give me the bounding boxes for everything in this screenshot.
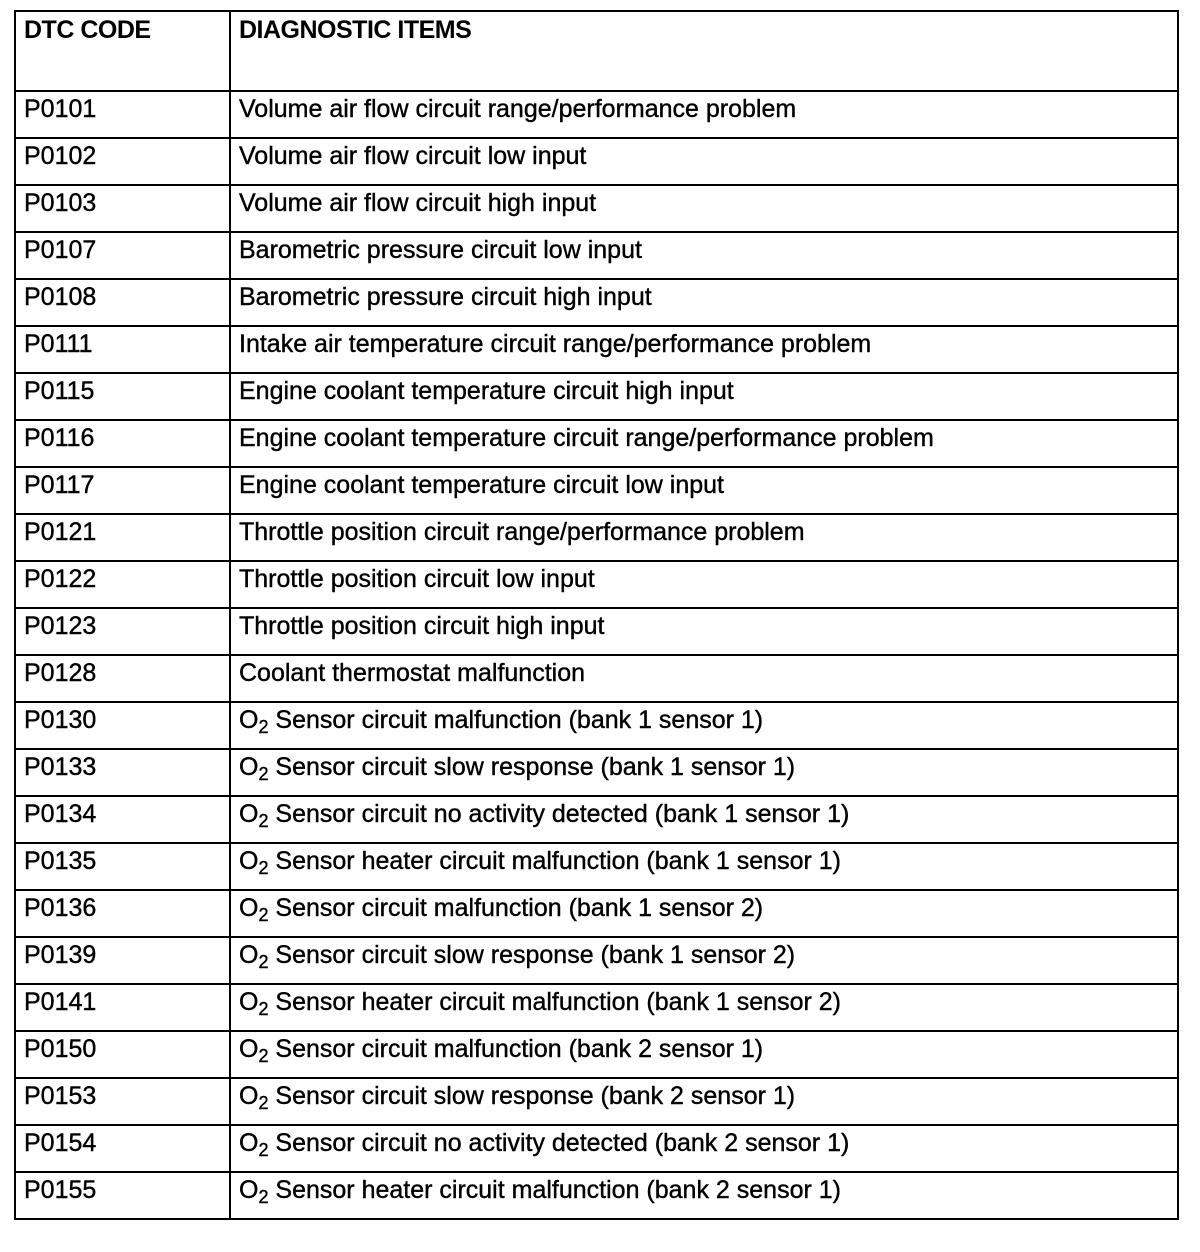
table-row: [15, 1078, 1178, 1125]
o2-symbol: $O_2$: [239, 894, 269, 925]
diagnostic-item-text: Sensor circuit no activity detected (bank 1 sensor 1): [268, 800, 850, 828]
table-row: [15, 138, 1178, 185]
header-row: [15, 11, 1178, 91]
diagnostic-item-text: Volume air flow circuit range/performance problem: [239, 95, 797, 123]
diagnostic-item-cell: [230, 655, 1178, 702]
table-row: [15, 185, 1178, 232]
dtc-code-cell: P0102: [15, 138, 230, 185]
diagnostic-item-text: Sensor circuit slow response (bank 1 sensor 1): [268, 753, 796, 781]
diagnostic-item-text: Throttle position circuit range/performance problem: [239, 518, 805, 546]
table-header: [15, 11, 1178, 91]
o2-symbol: $O_2$: [239, 800, 269, 831]
diagnostic-item-text: Throttle position circuit high input: [239, 612, 605, 640]
diagnostic-item-cell: [230, 373, 1178, 420]
dtc-code-table: [14, 10, 1179, 1220]
dtc-code-cell: P0123: [15, 608, 230, 655]
dtc-code-cell: P0150: [15, 1031, 230, 1078]
table-row: [15, 984, 1178, 1031]
diagnostic-item-cell: [230, 185, 1178, 232]
table-row: [15, 749, 1178, 796]
table-row: [15, 373, 1178, 420]
dtc-code-cell: P0155: [15, 1172, 230, 1219]
diagnostic-item-cell: [230, 608, 1178, 655]
diagnostic-item-cell: [230, 890, 1178, 937]
diagnostic-item-cell: [230, 326, 1178, 373]
table-row: [15, 467, 1178, 514]
diagnostic-item-text: Barometric pressure circuit high input: [239, 283, 652, 311]
table-row: [15, 420, 1178, 467]
table-row: [15, 1172, 1178, 1219]
diagnostic-item-text: Throttle position circuit low input: [239, 565, 595, 593]
table-row: [15, 326, 1178, 373]
o2-symbol: $O_2$: [239, 753, 269, 784]
dtc-code-cell: P0101: [15, 91, 230, 138]
diagnostic-item-cell: [230, 138, 1178, 185]
dtc-code-cell: P0154: [15, 1125, 230, 1172]
dtc-code-cell: P0107: [15, 232, 230, 279]
diagnostic-item-cell: [230, 843, 1178, 890]
diagnostic-item-cell: [230, 561, 1178, 608]
table-row: [15, 91, 1178, 138]
diagnostic-item-cell: [230, 1125, 1178, 1172]
diagnostic-item-text: Intake air temperature circuit range/performance problem: [239, 330, 872, 358]
table-row: [15, 608, 1178, 655]
o2-symbol: $O_2$: [239, 941, 269, 972]
table-row: [15, 279, 1178, 326]
diagnostic-item-text: Engine coolant temperature circuit high input: [239, 377, 734, 405]
diagnostic-item-cell: [230, 1031, 1178, 1078]
dtc-code-cell: P0103: [15, 185, 230, 232]
dtc-code-cell: P0130: [15, 702, 230, 749]
table-row: [15, 937, 1178, 984]
diagnostic-item-cell: [230, 232, 1178, 279]
dtc-code-cell: P0116: [15, 420, 230, 467]
o2-symbol: $O_2$: [239, 1176, 269, 1207]
table-row: [15, 514, 1178, 561]
diagnostic-item-text: Sensor circuit malfunction (bank 2 sensor 1): [268, 1035, 764, 1063]
table-row: [15, 1125, 1178, 1172]
table-row: [15, 561, 1178, 608]
diagnostic-item-cell: [230, 279, 1178, 326]
diagnostic-item-text: Engine coolant temperature circuit range/performance problem: [239, 424, 934, 452]
o2-symbol: $O_2$: [239, 847, 269, 878]
diagnostic-item-text: Sensor circuit slow response (bank 2 sensor 1): [268, 1082, 796, 1110]
o2-symbol: $O_2$: [239, 988, 269, 1019]
dtc-code-cell: P0111: [15, 326, 230, 373]
table-row: [15, 702, 1178, 749]
dtc-code-cell: P0153: [15, 1078, 230, 1125]
dtc-code-cell: P0121: [15, 514, 230, 561]
diagnostic-item-cell: [230, 1078, 1178, 1125]
header-dtc-code: DTC CODE: [15, 11, 230, 91]
diagnostic-item-text: Sensor heater circuit malfunction (bank 1 sensor 2): [268, 988, 841, 1016]
diagnostic-item-text: Sensor circuit no activity detected (bank 2 sensor 1): [268, 1129, 850, 1157]
table-row: [15, 796, 1178, 843]
dtc-code-cell: P0117: [15, 467, 230, 514]
diagnostic-item-cell: [230, 984, 1178, 1031]
dtc-code-cell: P0122: [15, 561, 230, 608]
table-row: [15, 1031, 1178, 1078]
diagnostic-item-text: Sensor circuit slow response (bank 1 sensor 2): [268, 941, 796, 969]
dtc-code-cell: P0134: [15, 796, 230, 843]
table-body: [15, 91, 1178, 1219]
diagnostic-item-text: Volume air flow circuit low input: [239, 142, 587, 170]
diagnostic-item-cell: [230, 420, 1178, 467]
diagnostic-item-cell: [230, 1172, 1178, 1219]
header-diagnostic-items: DIAGNOSTIC ITEMS: [230, 11, 1178, 91]
diagnostic-item-text: Sensor heater circuit malfunction (bank 1 sensor 1): [268, 847, 841, 875]
table-row: [15, 655, 1178, 702]
diagnostic-item-text: Sensor circuit malfunction (bank 1 sensor 2): [268, 894, 764, 922]
diagnostic-item-text: Engine coolant temperature circuit low input: [239, 471, 724, 499]
dtc-code-cell: P0135: [15, 843, 230, 890]
table-row: [15, 843, 1178, 890]
dtc-code-cell: P0115: [15, 373, 230, 420]
dtc-code-cell: P0141: [15, 984, 230, 1031]
diagnostic-item-cell: [230, 749, 1178, 796]
diagnostic-item-cell: [230, 467, 1178, 514]
diagnostic-item-text: Volume air flow circuit high input: [239, 189, 597, 217]
dtc-code-cell: P0139: [15, 937, 230, 984]
diagnostic-item-cell: [230, 937, 1178, 984]
dtc-code-cell: P0133: [15, 749, 230, 796]
diagnostic-item-cell: [230, 91, 1178, 138]
diagnostic-item-text: Barometric pressure circuit low input: [239, 236, 642, 264]
diagnostic-item-text: Sensor heater circuit malfunction (bank 2 sensor 1): [268, 1176, 841, 1204]
diagnostic-item-cell: [230, 514, 1178, 561]
table-row: [15, 232, 1178, 279]
o2-symbol: $O_2$: [239, 1035, 269, 1066]
table-row: [15, 890, 1178, 937]
diagnostic-item-cell: [230, 702, 1178, 749]
dtc-code-cell: P0108: [15, 279, 230, 326]
o2-symbol: $O_2$: [239, 706, 269, 737]
diagnostic-item-text: Coolant thermostat malfunction: [239, 659, 586, 687]
o2-symbol: $O_2$: [239, 1129, 269, 1160]
o2-symbol: $O_2$: [239, 1082, 269, 1113]
dtc-code-cell: P0136: [15, 890, 230, 937]
diagnostic-item-cell: [230, 796, 1178, 843]
dtc-code-cell: P0128: [15, 655, 230, 702]
diagnostic-item-text: Sensor circuit malfunction (bank 1 sensor 1): [268, 706, 764, 734]
